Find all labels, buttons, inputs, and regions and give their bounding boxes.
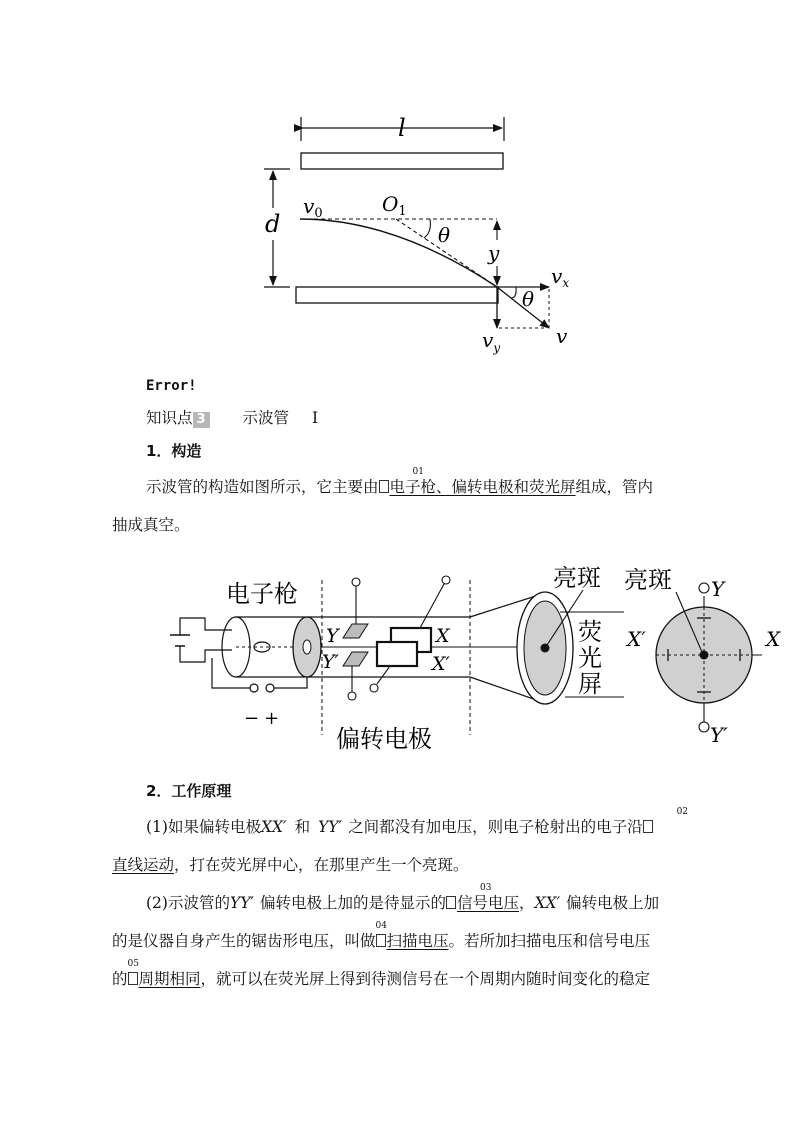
blank-answer-05: 周期相同	[138, 970, 201, 988]
s2p2-f: 。若所加扫描电压和信号电压	[448, 932, 651, 950]
lower-plate	[296, 287, 498, 303]
s2p1-yy: YY′	[318, 818, 343, 836]
front-label-Yp: Y′	[710, 723, 728, 747]
knowledge-point-number: 3	[193, 412, 210, 428]
blank-marker-03	[446, 883, 492, 909]
knowledge-point-prefix: 知识点	[146, 409, 193, 427]
x-terminal-top	[442, 576, 450, 584]
blank-marker-04	[375, 921, 387, 947]
blank-answer-02: 直线运动	[112, 856, 175, 874]
minus-sign: −	[244, 708, 260, 729]
front-label-Y: Y	[711, 577, 725, 601]
s1-text-a: 示波管的构造如图所示，它主要由	[146, 478, 379, 496]
label-d: d	[265, 210, 281, 238]
label-v0: $v_0$	[303, 194, 323, 221]
s2p1-d: ，打在荧光屏中心，在那里产生一个亮斑。	[174, 856, 469, 874]
s2p1-a: (1)如果偏转电极	[146, 818, 261, 836]
deflection-diagram	[0, 0, 794, 370]
blank-answer-04: 扫描电压	[386, 932, 449, 950]
y-terminal-bottom	[348, 692, 356, 700]
y-plate-bottom	[343, 652, 368, 666]
label-y: y	[488, 241, 500, 265]
label-Yp-plate: Y′	[322, 651, 339, 673]
screen-label-1: 荧	[578, 618, 602, 646]
label-X-plate: X	[436, 625, 450, 647]
label-v: v	[556, 324, 568, 348]
s2p2-g: 的	[112, 970, 128, 988]
blank-marker-02	[643, 807, 689, 833]
blank-number-03: 03	[479, 883, 492, 893]
knowledge-point-heading	[146, 407, 318, 429]
bright-spot	[541, 644, 550, 653]
s1-text-b: 组成，管内	[575, 478, 654, 496]
label-theta-1: θ	[438, 223, 451, 247]
x-plate-lower	[377, 642, 417, 666]
section2-paragraph-2	[112, 884, 687, 998]
s2p1-c: 之间都没有加电压，则电子枪射出的电子沿	[348, 818, 643, 836]
bright-spot-label-1: 亮斑	[553, 564, 601, 592]
section2-paragraph-1	[112, 808, 687, 884]
blank-number-04: 04	[375, 921, 387, 931]
anode-wire	[212, 658, 250, 688]
plus-sign: +	[264, 708, 280, 729]
electron-trajectory	[300, 219, 497, 287]
s2p2-xx: XX′	[534, 894, 561, 912]
section2-heading: 2．工作原理	[146, 782, 232, 800]
s2p2-h: ，就可以在荧光屏上得到待测信号在一个周期内随时间变化的稳定	[200, 970, 651, 988]
knowledge-point-level: Ⅰ	[311, 409, 319, 427]
blank-marker-01	[379, 467, 424, 493]
s1-line-2: 抽成真空。	[112, 516, 190, 534]
theta-arc-1	[424, 219, 430, 238]
label-l: l	[398, 114, 406, 142]
screen-label-3: 屏	[578, 670, 602, 698]
s2p2-d: 偏转电极上加	[566, 894, 660, 912]
label-O1: $O_1$	[382, 192, 407, 219]
blank-number-02: 02	[676, 807, 689, 817]
label-Y-plate: Y	[326, 625, 339, 647]
section1-heading: 1．构造	[146, 442, 202, 460]
theta-arc-2	[511, 287, 516, 298]
y-plate-top	[343, 624, 368, 638]
deflection-electrodes-label: 偏转电极	[336, 725, 432, 753]
terminal-minus	[250, 684, 258, 692]
label-Xp-plate: X′	[432, 653, 450, 675]
oscilloscope-tube-diagram	[0, 560, 794, 760]
blank-number-05: 05	[127, 959, 139, 969]
front-terminal-top	[699, 583, 709, 593]
blank-answer-03: 信号电压	[456, 894, 519, 912]
x-wire-bottom	[377, 666, 390, 684]
front-label-X: X	[766, 627, 781, 651]
knowledge-point-title: 示波管	[242, 409, 290, 427]
anode-hole	[303, 640, 311, 654]
upper-plate	[301, 153, 503, 169]
bright-spot-label-2: 亮斑	[624, 566, 672, 594]
s2p2-e: 的是仪器自身产生的锯齿形电压，叫做	[112, 932, 376, 950]
s2p1-b: 和	[294, 818, 311, 836]
screen-label-2: 光	[578, 644, 602, 672]
blank-marker-05	[127, 959, 139, 985]
terminal-plus	[266, 684, 274, 692]
s2p1-xx: XX′	[260, 818, 287, 836]
y-terminal-top	[352, 578, 360, 586]
s2p2-b: 偏转电极上加的是待显示的	[259, 894, 446, 912]
s2p2-c: ，	[518, 894, 535, 912]
anode-wire-plus	[274, 677, 307, 688]
label-vx: $v_x$	[551, 264, 570, 290]
s2p2-yy: YY′	[229, 894, 254, 912]
front-label-Xp: X′	[627, 627, 646, 651]
x-terminal-bottom	[370, 684, 378, 692]
blank-answer-01: 电子枪、偏转电极和荧光屏	[389, 478, 576, 496]
filament-wire-bottom	[180, 646, 232, 662]
section1-paragraph	[112, 468, 687, 544]
label-vy: $v_y$	[482, 328, 501, 355]
x-wire-top	[420, 584, 444, 628]
error-text: Error!	[146, 378, 197, 394]
label-theta-2: θ	[522, 287, 535, 311]
front-terminal-bottom	[699, 722, 709, 732]
front-bright-spot	[700, 651, 709, 660]
blank-number-01: 01	[412, 467, 424, 477]
s2p2-a: (2)示波管的	[146, 894, 230, 912]
electron-gun-label: 电子枪	[226, 580, 298, 608]
